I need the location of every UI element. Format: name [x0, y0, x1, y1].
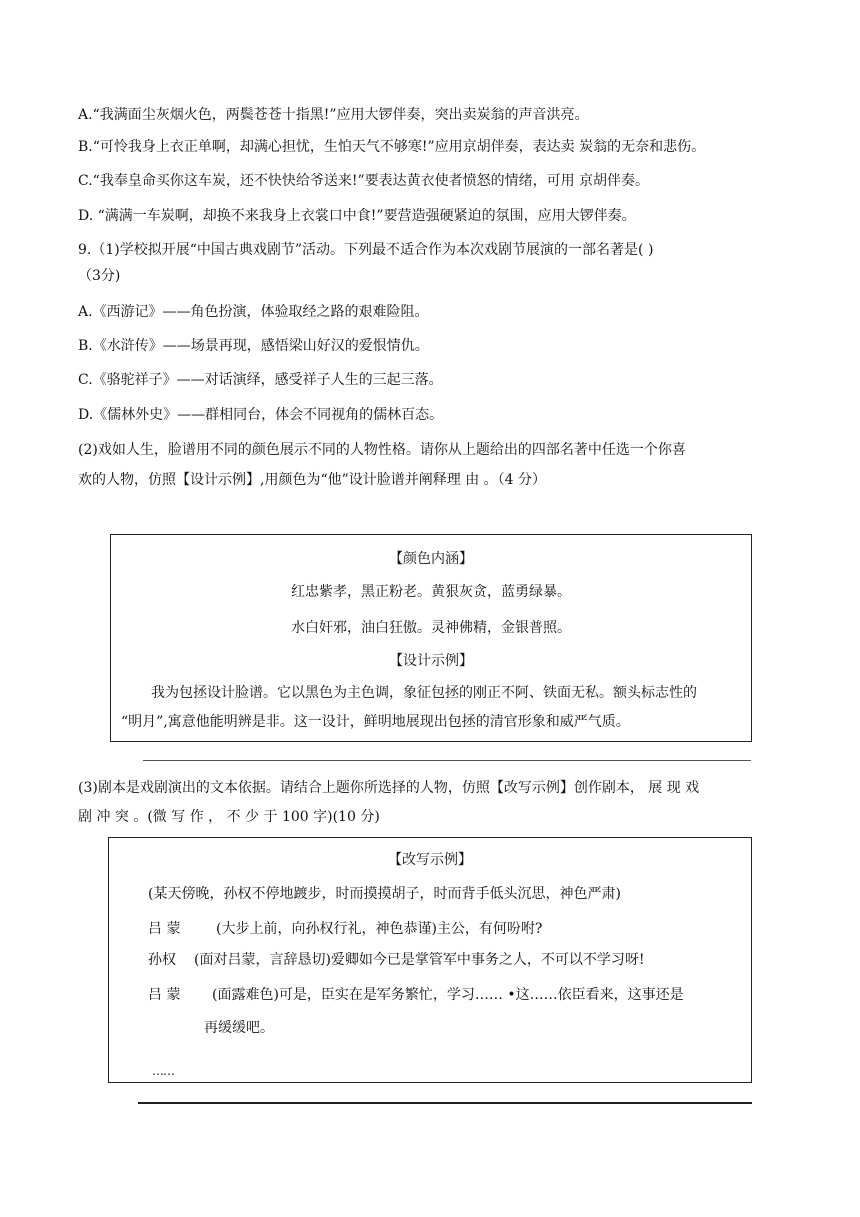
ellipsis: …… [152, 1064, 174, 1078]
q9-part3-line1: (3)剧本是戏剧演出的文本依据。请结合上题你所选择的人物，仿照【改写示例】创作剧本， 展 现 戏 [78, 780, 700, 796]
q9-part3-line2: 剧 冲 突 。(微 写 作 ， 不 少 于 100 字)(10 分) [78, 809, 380, 825]
design-example-para2: “明月”,寓意他能明辨是非。这一设计，鲜明地展现出包拯的清官形象和威严气质。 [121, 714, 630, 730]
design-example-heading: 【设计示例】 [389, 653, 473, 669]
rewrite-example-heading: 【改写示例】 [388, 852, 472, 868]
rewrite-example-box [108, 837, 752, 1083]
q8-option-b: B.“可怜我身上衣正单啊，却满心担忧，生怕天气不够寒!”应用京胡伴奏，表达卖 炭翁的无奈和悲伤。 [78, 139, 706, 155]
speaker-lvmeng-2: 吕 蒙 [148, 987, 181, 1003]
dialogue-line-3-cont: 再缓缓吧。 [204, 1020, 274, 1036]
color-meaning-line2: 水白奸邪，油白狂傲。灵神佛精，金银普照。 [291, 620, 571, 636]
speaker-lvmeng-1: 吕 蒙 [148, 921, 181, 937]
q9-score: （3分) [78, 268, 121, 284]
dialogue-line-3: (面露难色)可是，臣实在是军务繁忙，学习…… •这……依臣看来，这事还是 [212, 987, 684, 1003]
q9-option-c: C.《骆驼祥子》——对话演绎，感受祥子人生的三起三落。 [78, 372, 443, 388]
q8-option-a: A.“我满面尘灰烟火色，两鬓苍苍十指黑!”应用大锣伴奏，突出卖炭翁的声音洪亮。 [78, 107, 589, 123]
color-meaning-box [110, 534, 752, 742]
dialogue-line-2: (面对吕蒙，言辞恳切)爱卿如今已是掌管军中事务之人，不可以不学习呀! [194, 952, 645, 968]
q9-stem: 9.（1)学校拟开展“中国古典戏剧节”活动。下列最不适合作为本次戏剧节展演的一部名著是( ) [78, 242, 654, 258]
q8-option-c: C.“我奉皇命买你这车炭，还不快快给爷送来!”要表达黄衣使者愤怒的情绪，可用 京胡伴奏。 [78, 173, 650, 189]
divider-thin [143, 760, 751, 761]
color-meaning-heading: 【颜色内涵】 [389, 551, 473, 567]
color-meaning-line1: 红忠紫孝，黑正粉老。黄狠灰贪，蓝勇绿暴。 [291, 584, 571, 600]
divider-thick [138, 1102, 752, 1104]
stage-direction: (某天傍晚，孙权不停地踱步，时而摸摸胡子，时而背手低头沉思，神色严肃) [148, 886, 621, 902]
q9-option-d: D.《儒林外史》——群相同台，体会不同视角的儒林百态。 [78, 407, 444, 423]
q9-option-b: B.《水浒传》——场景再现，感悟梁山好汉的爱恨情仇。 [78, 338, 429, 354]
q9-option-a: A.《西游记》——角色扮演，体验取经之路的艰难险阻。 [78, 304, 429, 320]
q9-part2-line1: (2)戏如人生，脸谱用不同的颜色展示不同的人物性格。请你从上题给出的四部名著中任选一个你喜 [78, 442, 686, 458]
dialogue-line-1: (大步上前，向孙权行礼，神色恭谨)主公，有何吩咐? [216, 921, 543, 937]
q9-part2-line2: 欢的人物，仿照【设计示例】,用颜色为“他”设计脸谱并阐释理 由 。（4 分） [78, 472, 547, 488]
speaker-sunquan: 孙权 [148, 952, 176, 968]
design-example-para1: 我为包拯设计脸谱。它以黑色为主色调，象征包拯的刚正不阿、铁面无私。额头标志性的 [151, 685, 697, 701]
q8-option-d: D. “满满一车炭啊，却换不来我身上衣裳口中食!”要营造强硬紧迫的氛围，应用大锣伴奏。 [78, 208, 636, 224]
